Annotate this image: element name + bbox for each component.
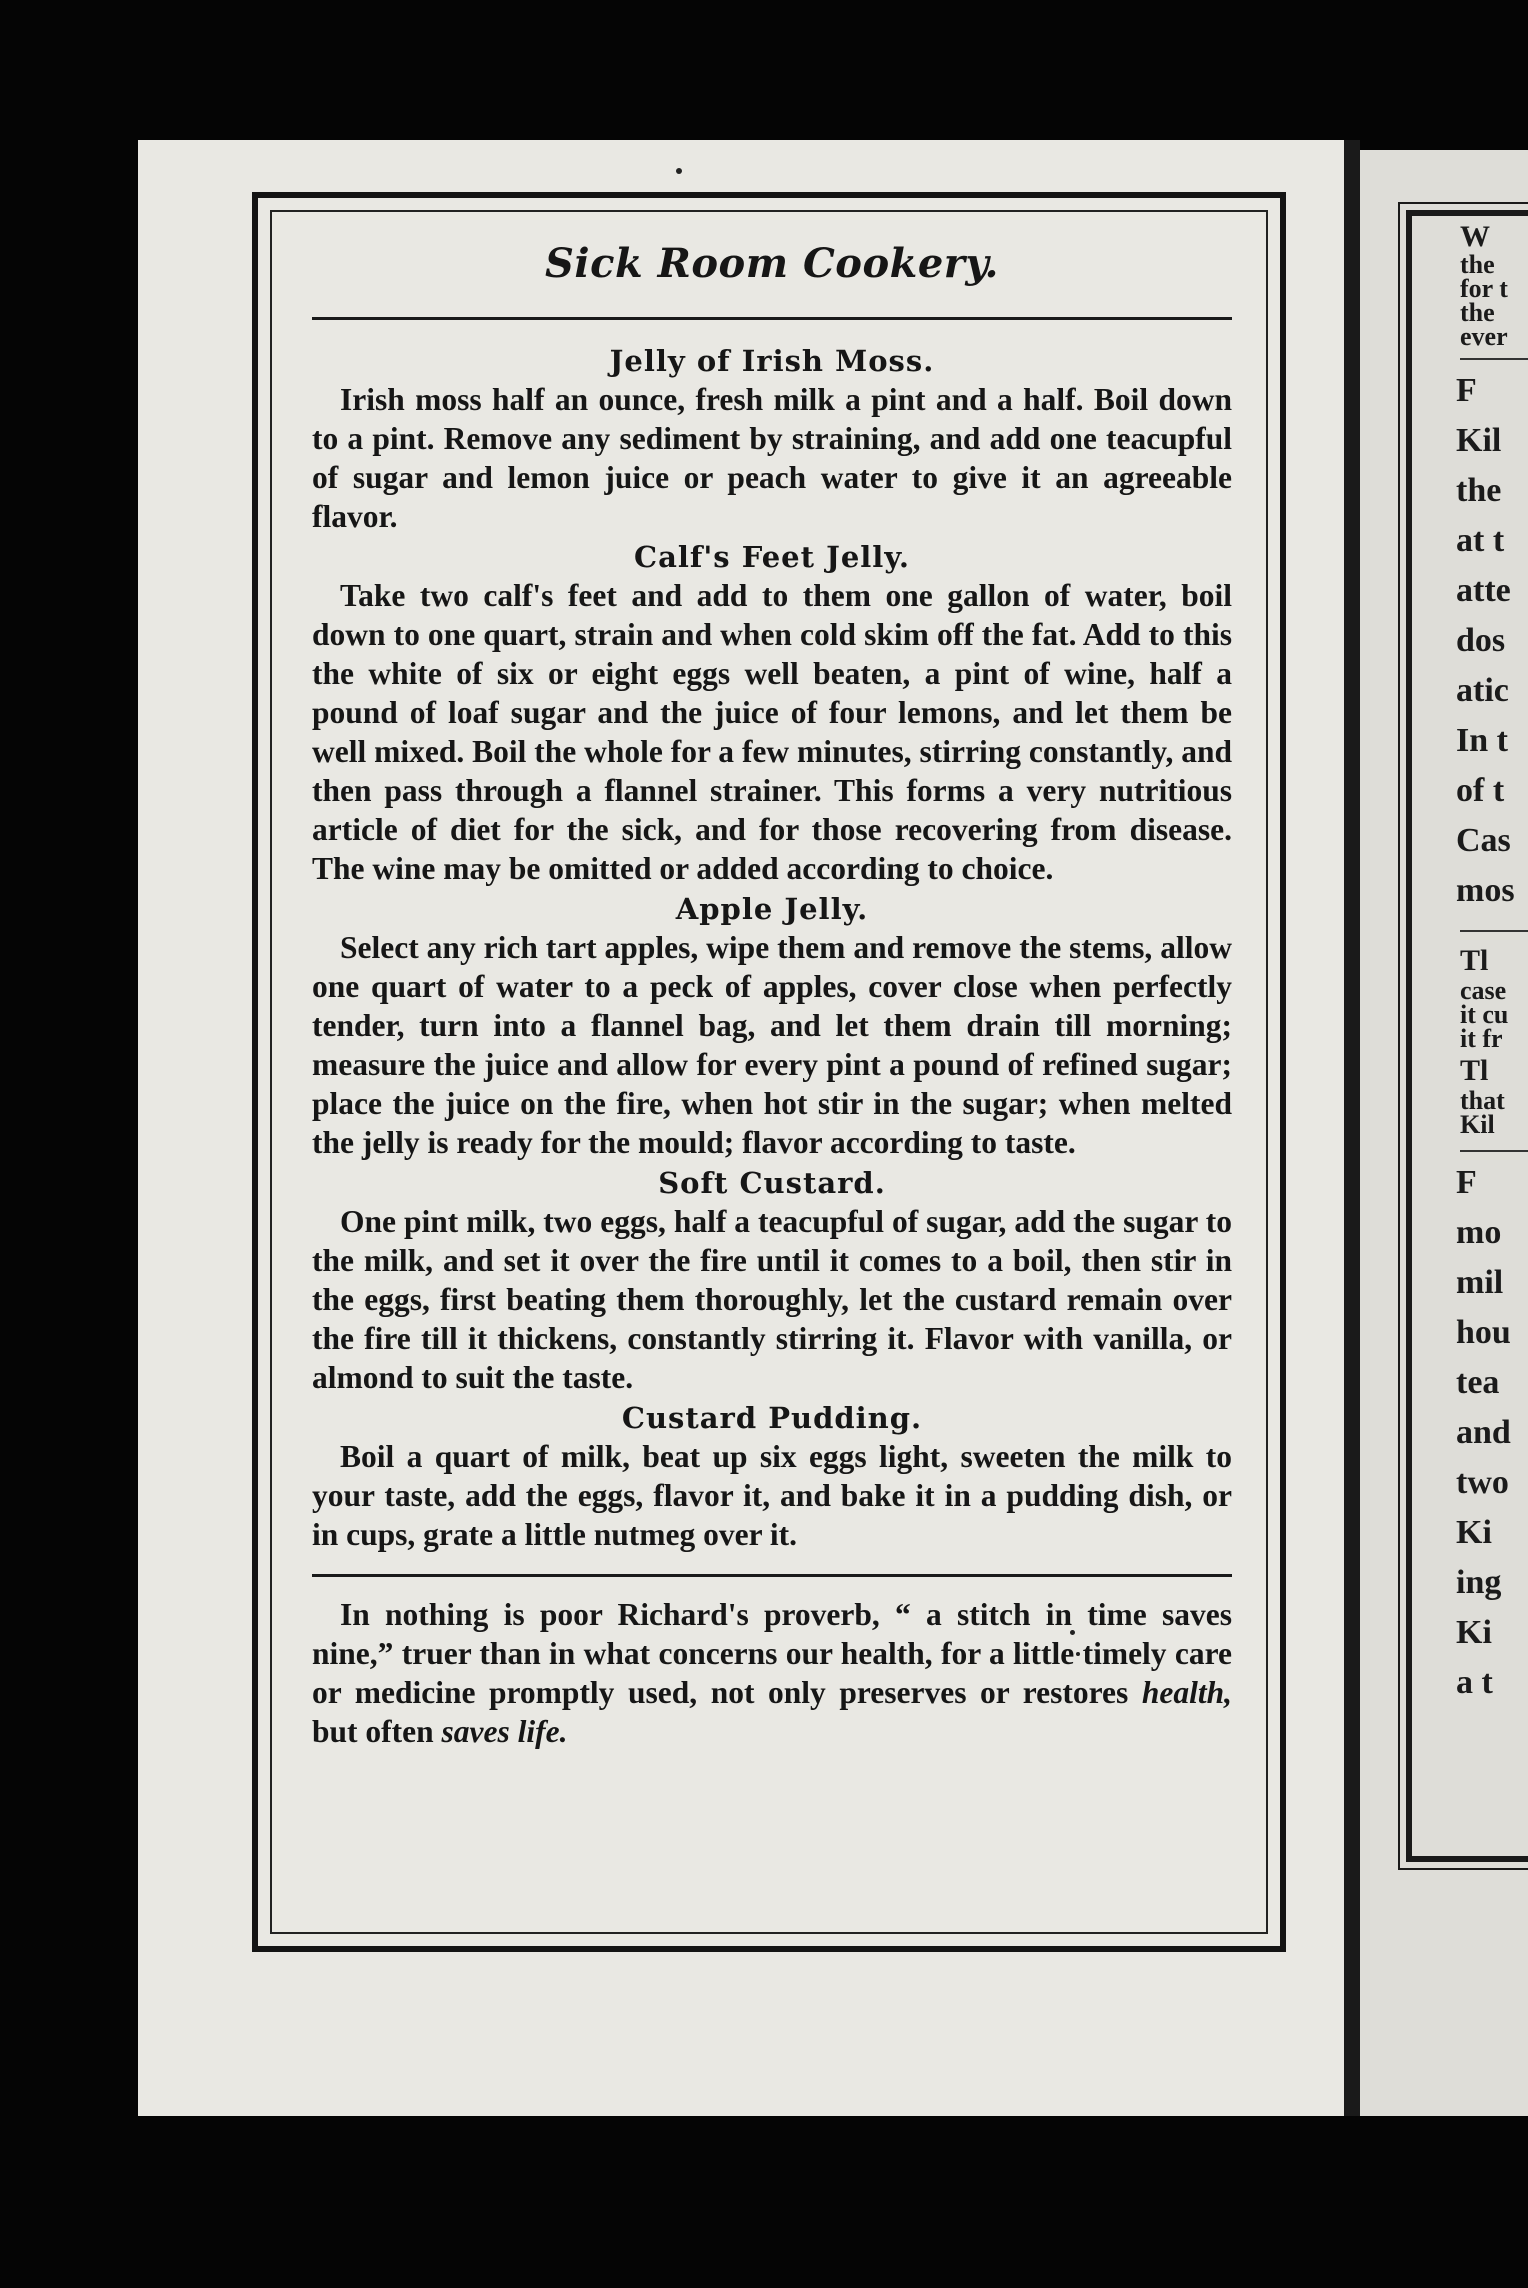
recipe-heading: Apple Jelly. xyxy=(675,892,869,926)
recipe-calfs-feet-jelly xyxy=(312,538,1232,888)
note-text: In nothing is poor Richard's proverb, “ a stitch in time saves nine,” truer than in what concerns our health, for a little timely care or medicine promptly used, not only preserves or restores xyxy=(312,1597,1232,1710)
right-text-line: the xyxy=(1460,250,1495,279)
ink-speck xyxy=(676,168,682,174)
recipe-body: Take two calf's feet and add to them one gallon of water, boil down to one quart, strain and when cold skim off the fat. Add to this the white of six or eight eggs well beaten, a pint of wine, half a pound of loaf sugar and the juice of four lemons, and let them be well mixed. Boil the whole for a few minutes, stirring constantly, and then pass through a flannel strainer. This forms a very nutritious article of diet for the sick, and for those recovering from disease. The wine may be omitted or added according to choice. xyxy=(312,578,1232,886)
right-text-line: Ki xyxy=(1456,1514,1492,1551)
note-divider xyxy=(312,1574,1232,1577)
recipe-soft-custard xyxy=(312,1164,1232,1397)
page-title: Sick Room Cookery. xyxy=(545,240,999,287)
note-emphasis-health: health, xyxy=(1141,1675,1232,1710)
right-text-line: at t xyxy=(1456,522,1505,559)
note-emphasis-saves-life: saves life. xyxy=(441,1714,568,1749)
right-text-line: F xyxy=(1456,372,1477,409)
right-text-line: that xyxy=(1460,1086,1505,1115)
right-text-line: two xyxy=(1456,1464,1509,1501)
right-text-line: and xyxy=(1456,1414,1511,1451)
right-text-line: F xyxy=(1456,1164,1477,1201)
recipe-body: Select any rich tart apples, wipe them and remove the stems, allow one quart of water to a peck of apples, cover close when perfectly tender, turn into a flannel bag, and let them drain till morning; measure the juice and allow for every pint a pound of refined sugar; place the juice on the fire, when hot stir in the sugar; when melted the jelly is ready for the mould; flavor according to taste. xyxy=(312,930,1232,1160)
recipe-jelly-of-irish-moss xyxy=(312,342,1232,536)
right-text-line: mil xyxy=(1456,1264,1504,1301)
right-divider xyxy=(1460,930,1528,932)
recipe-body: Boil a quart of milk, beat up six eggs light, sweeten the milk to your taste, add the eggs, flavor it, and bake it in a pudding dish, or in cups, grate a little nutmeg over it. xyxy=(312,1439,1232,1552)
right-text-line: for t xyxy=(1460,274,1508,303)
right-text-line: mos xyxy=(1456,872,1515,909)
right-text-line: atic xyxy=(1456,672,1509,709)
right-text-line: of t xyxy=(1456,772,1505,809)
right-text-line: ever xyxy=(1460,322,1508,351)
recipe-body: Irish moss half an ounce, fresh milk a pint and a half. Boil down to a pint. Remove any sediment by straining, and add one teacupful of sugar and lemon juice or peach water to give it an agreeable flavor. xyxy=(312,382,1232,534)
right-text-line: atte xyxy=(1456,572,1511,609)
right-text-line: ing xyxy=(1456,1564,1502,1601)
right-page-fragment xyxy=(1360,150,1528,2116)
right-text-line: dos xyxy=(1456,622,1506,659)
right-text-line: case xyxy=(1460,976,1507,1005)
right-text-line: it cu xyxy=(1460,1000,1509,1029)
page-gutter xyxy=(1344,140,1360,2116)
recipe-heading: Soft Custard. xyxy=(658,1166,886,1200)
right-text-line: tea xyxy=(1456,1364,1500,1401)
right-text-line: Kil xyxy=(1460,1110,1495,1139)
right-text-line: mo xyxy=(1456,1214,1502,1251)
closing-note xyxy=(312,1595,1232,1751)
title-divider xyxy=(312,317,1232,320)
recipe-heading: Custard Pudding. xyxy=(621,1401,923,1435)
note-text: but often xyxy=(312,1714,442,1749)
recipe-heading: Calf's Feet Jelly. xyxy=(634,540,910,574)
right-divider xyxy=(1460,1150,1528,1152)
right-text-line: a t xyxy=(1456,1664,1493,1701)
right-text-line: In t xyxy=(1456,722,1508,759)
right-text-line: the xyxy=(1460,298,1495,327)
right-text-line: W xyxy=(1460,220,1490,253)
recipe-apple-jelly xyxy=(312,890,1232,1162)
right-text-line: Tl xyxy=(1460,944,1489,977)
recipe-heading: Jelly of Irish Moss. xyxy=(609,344,935,378)
recipe-custard-pudding xyxy=(312,1399,1232,1554)
right-divider xyxy=(1460,358,1528,360)
recipe-body: One pint milk, two eggs, half a teacupful of sugar, add the sugar to the milk, and set it over the fire until it comes to a boil, then stir in the eggs, first beating them thoroughly, let the custard remain over the fire till it thickens, constantly stirring it. Flavor with vanilla, or almond to suit the taste. xyxy=(312,1204,1232,1395)
right-text-line: Kil xyxy=(1456,422,1502,459)
right-text-line: it fr xyxy=(1460,1024,1503,1053)
right-text-line: the xyxy=(1456,472,1502,509)
right-text-line: Tl xyxy=(1460,1054,1489,1087)
right-text-line: Ki xyxy=(1456,1614,1492,1651)
right-text-line: Cas xyxy=(1456,822,1511,859)
article xyxy=(312,232,1232,1751)
right-text-line: hou xyxy=(1456,1314,1511,1351)
